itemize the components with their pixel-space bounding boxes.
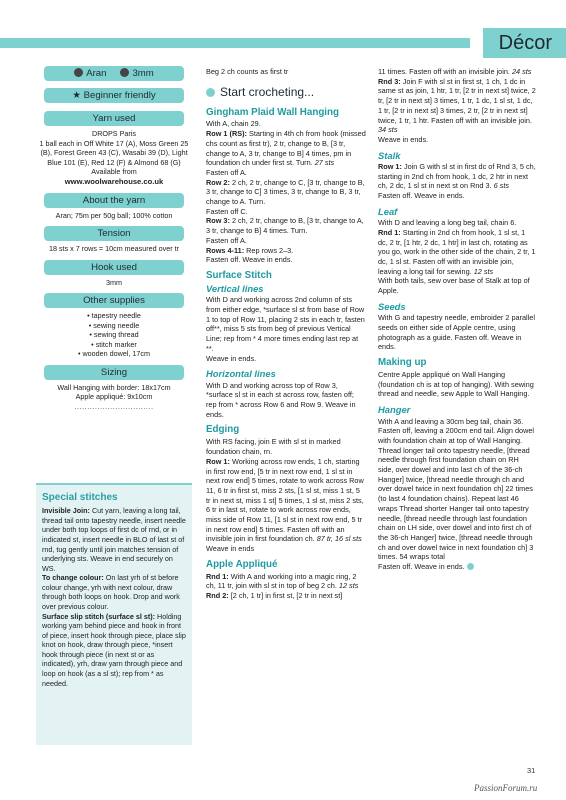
yarn-website-link[interactable]: www.woolwarehouse.co.uk	[64, 176, 164, 186]
stitch-count: 27 sts	[314, 158, 335, 168]
end-mark-icon	[467, 563, 474, 570]
row-text: With A and working into a magic ring, 2 ch, 11 tr, join with sl st in top of beg 2 ch.	[206, 571, 357, 591]
leaf-title: Leaf	[378, 205, 398, 217]
leaf-intro: With D and leaving a long beg tail, chain 6.	[378, 218, 517, 228]
instructions-column-2	[206, 67, 366, 601]
apple-title: Apple Appliqué	[206, 558, 278, 570]
yarn-weight	[74, 66, 106, 81]
change-colour-text: On last yrh of st before colour change, yrh with next colour, draw through both loops on hook. Drop and work over previous colour.	[42, 573, 180, 611]
yarn-available: Available from	[91, 167, 137, 176]
row-label: Row 1:	[206, 456, 230, 466]
row-1	[206, 129, 366, 168]
header-box	[483, 28, 566, 58]
making-up-text: Centre Apple appliqué on Wall Hanging (foundation ch is at top of hanging). With sewing thread and needle, sew Apple to Wall Hanging.	[378, 370, 534, 399]
stitch-count: 12 sts	[473, 266, 494, 276]
about-yarn-heading: About the yarn	[44, 193, 184, 208]
row-text: 11 times. Fasten off with an invisible join.	[378, 67, 510, 76]
sizing-line-1: Wall Hanging with border: 18x17cm	[57, 382, 171, 392]
hanger-fasten	[378, 562, 536, 572]
row-label: Row 2:	[206, 177, 230, 187]
invisible-join-text: Cut yarn, leaving a long tail, thread tail onto tapestry needle, insert needle under both top loops of first dc of rnd, or in indicated st, insert needle in BLO of last st of rnd, tug gently until join matches tension of underlying sts. Weave in end securely on WS.	[42, 506, 186, 573]
bullet-dot-icon	[206, 88, 215, 97]
row-3-fasten: Fasten off A.	[206, 235, 247, 245]
horizontal-lines-text: With D and working across top of Row 3, *surface sl st in each st across row, fasten off; rep from * across Row 6 and Row 9. Weave in ends.	[206, 380, 356, 419]
row-text: Rep rows 2–3.	[246, 245, 294, 255]
stalk-title: Stalk	[378, 149, 401, 161]
row-1-fasten: Fasten off A.	[206, 167, 247, 177]
row-2	[206, 178, 366, 207]
list-item: • sewing thread	[36, 330, 192, 340]
star-icon: ★	[72, 90, 84, 101]
surface-slip-paragraph	[42, 612, 186, 689]
apple-rnd-1	[206, 572, 366, 591]
instructions-column-3	[378, 67, 536, 572]
gingham-with: With A, chain 29.	[206, 119, 261, 129]
watermark: PassionForum.ru	[474, 783, 538, 793]
hanger-fasten-text: Fasten off. Weave in ends.	[378, 562, 465, 572]
seeds-text: With G and tapestry needle, embroider 2 parallel seeds on either side of Apple centre, using photograph as a guide. Fasten off. Weave in ends.	[378, 313, 535, 352]
leaf-rnd-1	[378, 228, 536, 277]
list-item: • wooden dowel, 17cm	[36, 349, 192, 359]
stitch-count: 87 tr, 16 sl sts	[316, 534, 362, 544]
tension-heading: Tension	[44, 226, 184, 241]
row-text: Join G with sl st in first dc of Rnd 3, 5 ch, starting in 2nd ch from hook, 1 dc, 2 htr in next ch, 2 dc, 1 sl st in next st on Rnd 3.	[378, 162, 536, 191]
seeds-title: Seeds	[378, 300, 406, 312]
row-2-fasten: Fasten off C.	[206, 206, 248, 216]
row-3	[206, 216, 366, 235]
intro-note: Beg 2 ch counts as first tr	[206, 67, 289, 76]
row-label: Rnd 3:	[378, 76, 401, 86]
rows-4-11	[206, 246, 366, 256]
vertical-lines-title: Vertical lines	[206, 282, 264, 294]
yarn-weight-label: Aran	[86, 68, 107, 79]
invisible-join-paragraph	[42, 506, 186, 573]
row-text: Starting in 2nd ch from hook, 1 sl st, 1 dc, 2 tr, [1 htr, 2 dc, 1 htr] in last ch, rotating as you go, work in the other side of the chain, 2 tr, 1 dc, 1 sl st. Fasten off with an invisible join, leaving a long tail for sewing.	[378, 227, 536, 276]
page-number: 31	[527, 766, 536, 775]
list-item: • tapestry needle	[36, 311, 192, 321]
row-text: [2 ch, 1 tr] in first st, [2 tr in next st]	[230, 591, 343, 601]
surface-stitch-title: Surface Stitch	[206, 270, 272, 281]
change-colour-label: To change colour:	[42, 573, 104, 583]
row-text: Working across row ends, 1 ch, starting in first row end, [5 tr in next row end, 1 sl st in next row end] 5 times, rotate to work across Row 11, 6 tr in first st, miss 2 sts, [1 sl st, miss 1 st, 5 tr in next st, miss 1 st] 5 times, 1 sl st, miss 2 sts, 6 tr in last st, rotate to work across row ends, miss side of Row 11, [1 sl st in next row end, 5 tr in next row end] 5 times. Fasten off with an invisible join in first foundation ch.	[206, 456, 364, 544]
leaf-sew: With both tails, sew over base of Stalk at top of Apple.	[378, 276, 530, 296]
stitch-count: 6 sts	[493, 181, 510, 191]
hook-size	[120, 66, 153, 81]
skill-level-pill	[44, 88, 184, 103]
stalk-fasten: Fasten off. Weave in ends.	[378, 191, 465, 201]
list-item: • sewing needle	[36, 321, 192, 331]
yarn-colours: 1 ball each in Off White 17 (A), Moss Green 25 (B), Forest Green 43 (C), Wasabi 39 (D), Light Blue 101 (E), Red 12 (F) & Almond 68 (G)	[39, 138, 189, 167]
vertical-lines-text: With D and working across 2nd column of sts from either edge, *surface sl st from base of Row 1 to top of Row 11, placing 2 sts in each tr, fasten off**, miss 5 sts from beg of previous Vertical Line; rep from * 4 more times ending last rep at **.	[206, 295, 365, 353]
start-heading-text: Start crocheting...	[220, 84, 315, 99]
divider-dots: ...............................	[74, 401, 154, 411]
hook-used-heading: Hook used	[44, 260, 184, 275]
skill-level-label: Beginner friendly	[83, 90, 156, 101]
row-text: Join F with sl st in first st, 1 ch, 1 dc in same st as join, 1 htr, 1 tr, [2 tr in next st] twice, 2 tr, [2 tr in next st] 3 times, 1 tr, 1 dc, 1 sl st, 1 dc, 1 tr, [2 tr in next st] 3 times, 2 tr, [2 tr in next st] twice, 1 tr, 1 htr. Fasten off with an invisible join.	[378, 76, 536, 125]
making-up-title: Making up	[378, 357, 427, 369]
row-label: Rnd 1:	[206, 571, 229, 581]
yarn-ball-icon	[74, 68, 83, 77]
stitch-count: 12 sts	[338, 581, 359, 591]
apple-rnd-2	[206, 591, 366, 601]
about-yarn-text: Aran; 75m per 50g ball; 100% cotton	[55, 210, 173, 220]
apple-rnd-3-weave: Weave in ends.	[378, 134, 429, 144]
special-stitches-box	[36, 483, 192, 745]
other-supplies-heading: Other supplies	[44, 293, 184, 308]
change-colour-paragraph	[42, 573, 186, 611]
special-stitches-heading: Special stitches	[42, 492, 118, 503]
edging-row-1	[206, 457, 366, 544]
apple-rnd-2-cont	[378, 67, 536, 77]
tension-text: 18 sts x 7 rows = 10cm measured over tr	[48, 244, 180, 254]
edging-weave: Weave in ends	[206, 544, 255, 554]
yarn-weight-hook-pill	[44, 66, 184, 81]
info-sidebar	[36, 66, 192, 411]
start-heading	[206, 85, 366, 101]
vertical-lines-weave: Weave in ends.	[206, 353, 257, 363]
horizontal-lines-title: Horizontal lines	[206, 368, 276, 380]
hook-used-text: 3mm	[106, 277, 122, 287]
row-label: Rows 4-11:	[206, 245, 245, 255]
edging-title: Edging	[206, 424, 240, 436]
row-label: Row 3:	[206, 216, 230, 226]
list-item: • stitch marker	[36, 340, 192, 350]
gingham-title: Gingham Plaid Wall Hanging	[206, 106, 339, 118]
edging-intro: With RS facing, join E with sl st in marked foundation chain, rn.	[206, 437, 341, 457]
hanger-text: With A and leaving a 30cm beg tail, chain 36. Fasten off, leaving a 200cm end tail. Align dowel with foundation chain at top of Wall Hanging. Thread longer tail onto tapestry needle, [thread needle through first foundation chain on RH side, over dowel and into last ch of the 36-ch Hanger] twice, [thread needle through ch and over dowel twice in next foundation ch] 22 times (to last 4 foundation chains). Repeat last 46 wraps Thread shorter Hanger tail onto tapestry needle, [thread needle through last foundation chain on LH side, over dowel and into first ch of the 36-ch Hanger] twice, [thread needle through ch and over dowel twice in next foundation ch] 3 times. 54 wraps total	[378, 416, 535, 562]
surface-slip-text: Holding working yarn behind piece and hook in front of piece, insert hook through piece, place slip knot on hook, draw through piece, *insert hook through piece (in next st or as indicated), yrh, draw yarn through piece and loop on hook (as a sl st); rep from * as needed.	[42, 611, 186, 688]
apple-rnd-3	[378, 77, 536, 135]
rows-4-11-fasten: Fasten off. Weave in ends.	[206, 255, 293, 265]
row-text: 2 ch, 2 tr, change to C, [3 tr, change to B, 3 tr, change to C] 3 times, 3 tr, change to B, 3 tr, change to A. Turn.	[206, 177, 365, 207]
stalk-row-1	[378, 162, 536, 191]
stitch-count: 24 sts	[511, 67, 532, 76]
sizing-line-2: Apple appliqué: 9x10cm	[75, 392, 153, 402]
stitch-count: 34 sts	[378, 125, 398, 135]
row-label: Row 1 (RS):	[206, 129, 247, 139]
supplies-list	[36, 311, 192, 359]
hook-icon	[120, 68, 129, 77]
yarn-used-heading: Yarn used	[44, 111, 184, 126]
row-label: Row 1:	[378, 162, 402, 172]
row-text: 2 ch, 2 tr, change to B, [3 tr, change to A, 3 tr, change to B] 4 times. Turn.	[206, 216, 364, 236]
yarn-brand: DROPS Paris	[92, 129, 136, 138]
row-label: Rnd 2:	[206, 591, 229, 601]
section-header	[0, 28, 566, 58]
surface-slip-label: Surface slip stitch (surface sl st):	[42, 611, 156, 621]
invisible-join-label: Invisible Join:	[42, 506, 90, 516]
page-title: Décor	[498, 31, 552, 54]
hook-size-label: 3mm	[132, 68, 154, 79]
row-label: Rnd 1:	[378, 227, 401, 237]
sizing-heading: Sizing	[44, 365, 184, 380]
row-text: Starting in 4th ch from hook (missed chs count as first tr), 2 tr, change to B, [3 tr, change to A, 3 tr, change to B] 4 times, pm in foundation ch under first st. Turn.	[206, 129, 366, 168]
hanger-title: Hanger	[378, 404, 411, 416]
